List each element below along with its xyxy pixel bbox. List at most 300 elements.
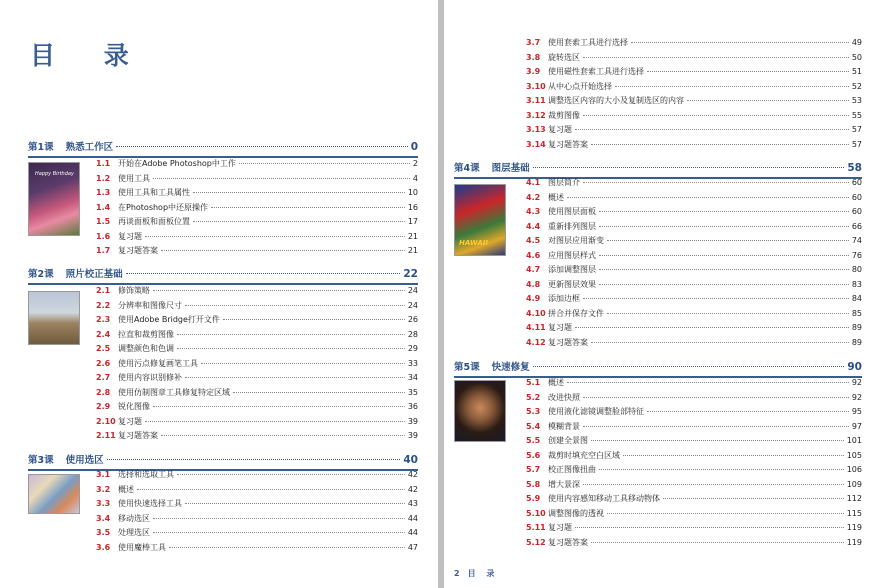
entry-title: 使用污点修复画笔工具 [118, 358, 198, 368]
entry-number: 5.5 [526, 436, 541, 445]
lesson-2-thumbnail [28, 291, 80, 345]
lesson-number: 第2课 [28, 269, 54, 280]
toc-entry[interactable] [96, 173, 418, 187]
entry-page: 4 [412, 173, 418, 183]
entry-page: 49 [851, 38, 862, 47]
leader-dots [533, 167, 845, 168]
entry-number: 1.7 [96, 246, 111, 255]
footer-label: 目 录 [467, 569, 499, 578]
entry-number: 2.4 [96, 329, 111, 339]
leader-dots [126, 273, 401, 274]
leader-dots [116, 146, 408, 147]
entry-number: 3.13 [526, 125, 546, 134]
entry-title: 移动选区 [118, 513, 150, 523]
toc-entry[interactable] [96, 158, 418, 172]
entry-number: 1.4 [96, 202, 111, 212]
entry-title: 概述 [548, 192, 564, 202]
toc-entry[interactable] [526, 450, 862, 464]
leader-dots [591, 144, 849, 145]
entry-page: 51 [851, 67, 862, 76]
entry-page: 28 [407, 329, 418, 339]
entry-title: 复习题答案 [118, 246, 158, 255]
leader-dots [583, 397, 849, 398]
entry-number: 3.1 [96, 470, 111, 479]
toc-entry[interactable] [526, 522, 862, 536]
entry-title: 图层简介 [548, 178, 580, 187]
entry-number: 5.1 [526, 378, 541, 387]
entry-number: 2.2 [96, 300, 111, 310]
toc-entry[interactable] [526, 52, 862, 66]
toc-entry[interactable] [526, 479, 862, 493]
leader-dots [567, 197, 849, 198]
entry-number: 5.9 [526, 494, 541, 503]
entry-page: 105 [846, 450, 862, 460]
toc-entry[interactable] [526, 264, 862, 278]
lesson-title: 熟悉工作区 [65, 142, 114, 153]
right-page [444, 0, 882, 588]
lesson-header[interactable] [28, 139, 418, 155]
toc-entry[interactable] [526, 308, 862, 322]
lesson-number: 第4课 [454, 163, 480, 174]
entry-page: 53 [851, 96, 862, 105]
toc-entry[interactable] [96, 285, 418, 299]
entry-title: 使用工具和工具属性 [118, 188, 190, 197]
entry-title: 使用魔棒工具 [118, 542, 166, 552]
lesson-4-thumbnail [454, 184, 506, 256]
leader-dots [583, 57, 849, 58]
entry-title: 概述 [118, 484, 134, 494]
entry-title: 拼合并保存文件 [548, 308, 604, 318]
entry-number: 4.9 [526, 294, 541, 303]
lesson-1-thumbnail [28, 162, 80, 236]
leader-dots [583, 115, 849, 116]
entry-page: 17 [407, 217, 418, 226]
entry-title: 模糊背景 [548, 421, 580, 431]
entry-title: 调整图像的透视 [548, 508, 604, 518]
leader-dots [193, 221, 405, 222]
entry-page: 57 [851, 139, 862, 149]
entry-number: 5.10 [526, 508, 546, 518]
entry-title: 使用套索工具进行选择 [548, 38, 628, 47]
leader-dots [607, 513, 844, 514]
lesson-page: 22 [403, 268, 418, 280]
entry-title: 校正图像扭曲 [548, 465, 596, 474]
entry-title: 调整颜色和色调 [118, 344, 174, 353]
entry-number: 4.12 [526, 337, 546, 347]
entry-title: 裁剪时填充空白区域 [548, 450, 620, 460]
leader-dots [591, 542, 844, 543]
leader-dots [607, 240, 849, 241]
entry-page: 39 [407, 416, 418, 426]
leader-dots [631, 42, 849, 43]
entry-title: 复习题 [548, 323, 572, 332]
entry-number: 4.4 [526, 221, 541, 231]
entry-page: 115 [846, 508, 862, 518]
toc-entry[interactable] [526, 464, 862, 478]
leader-dots [153, 532, 405, 533]
entry-number: 3.10 [526, 81, 546, 91]
entry-number: 2.10 [96, 416, 116, 426]
toc-entry[interactable] [526, 508, 862, 522]
entry-page: 33 [407, 358, 418, 368]
entry-number: 1.1 [96, 159, 111, 168]
toc-entry[interactable] [526, 377, 862, 391]
lesson-number: 第1课 [28, 142, 54, 153]
leader-dots [607, 313, 849, 314]
toc-entry[interactable] [526, 337, 862, 351]
entry-number: 4.1 [526, 178, 541, 187]
leader-dots [599, 226, 849, 227]
toc-entry[interactable] [96, 187, 418, 201]
leader-dots [599, 284, 849, 285]
toc-entry[interactable] [96, 401, 418, 415]
entry-page: 16 [407, 202, 418, 212]
entry-page: 101 [846, 436, 862, 445]
leader-dots [591, 342, 849, 343]
leader-dots [687, 100, 849, 101]
leader-dots [583, 484, 844, 485]
entry-page: 2 [412, 159, 418, 168]
leader-dots [623, 455, 844, 456]
leader-dots [145, 236, 405, 237]
toc-entry[interactable] [526, 537, 862, 551]
toc-entry[interactable] [526, 235, 862, 249]
toc-entry[interactable] [96, 416, 418, 430]
leader-dots [591, 440, 844, 441]
thumbnail-caption: Happy Birthday [35, 171, 74, 177]
lesson-page: 90 [847, 361, 862, 373]
entry-page: 29 [407, 344, 418, 353]
toc-entry[interactable] [96, 513, 418, 527]
toc-entry[interactable] [526, 192, 862, 206]
entry-number: 3.12 [526, 110, 546, 120]
entry-number: 5.12 [526, 537, 546, 547]
toc-entry[interactable] [526, 250, 862, 264]
entry-title: 使用内容感知移动工具移动物体 [548, 494, 660, 503]
entry-page: 89 [851, 337, 862, 347]
leader-dots [567, 382, 849, 383]
leader-dots [223, 319, 405, 320]
entry-page: 60 [851, 192, 862, 202]
entry-title: 拉直和裁剪图像 [118, 329, 174, 339]
leader-dots [599, 269, 849, 270]
entry-page: 55 [851, 110, 862, 120]
lesson-page: 40 [403, 454, 418, 466]
entry-title: 复习题答案 [548, 139, 588, 149]
toc-entry[interactable] [96, 216, 418, 230]
entry-page: 119 [846, 537, 862, 547]
entry-title: 创建全景图 [548, 436, 588, 445]
entry-number: 3.14 [526, 139, 546, 149]
entry-title: 旋转选区 [548, 52, 580, 62]
entry-number: 5.6 [526, 450, 541, 460]
entry-title: 裁剪图像 [548, 110, 580, 120]
lesson-title: 图层基础 [491, 163, 530, 174]
toc-entry[interactable] [526, 66, 862, 80]
entry-page: 83 [851, 279, 862, 289]
entry-title: 改进快照 [548, 392, 580, 402]
entry-number: 3.3 [96, 499, 111, 508]
page-footer [454, 568, 498, 579]
entry-number: 1.3 [96, 188, 111, 197]
entry-number: 3.5 [96, 528, 111, 537]
entry-page: 44 [407, 513, 418, 523]
toc-entry[interactable] [526, 493, 862, 507]
entry-title: 添加调整图层 [548, 265, 596, 274]
entry-number: 5.8 [526, 479, 541, 489]
toc-entry[interactable] [526, 206, 862, 220]
entry-number: 3.11 [526, 96, 546, 105]
toc-entry[interactable] [96, 343, 418, 357]
entry-page: 50 [851, 52, 862, 62]
entry-page: 34 [407, 373, 418, 382]
entry-title: 对图层应用渐变 [548, 236, 604, 245]
toc-entry[interactable] [526, 37, 862, 51]
entry-number: 4.5 [526, 236, 541, 245]
toc-entry[interactable] [526, 124, 862, 138]
entry-page: 24 [407, 300, 418, 310]
entry-number: 3.7 [526, 38, 541, 47]
lesson-header[interactable] [454, 160, 862, 176]
entry-page: 119 [846, 523, 862, 532]
leader-dots [153, 406, 405, 407]
toc-entry[interactable] [526, 177, 862, 191]
leader-dots [153, 290, 405, 291]
entry-title: 复习题 [548, 523, 572, 532]
toc-entry[interactable] [96, 469, 418, 483]
toc-entry[interactable] [526, 406, 862, 420]
toc-entry[interactable] [96, 542, 418, 556]
toc-entry[interactable] [526, 95, 862, 109]
entry-title: 再谈面板和面板位置 [118, 217, 190, 226]
leader-dots [193, 192, 405, 193]
leader-dots [663, 498, 844, 499]
leader-dots [599, 211, 849, 212]
leader-dots [599, 469, 844, 470]
leader-dots [583, 298, 849, 299]
leader-dots [211, 207, 405, 208]
toc-entry[interactable] [526, 139, 862, 153]
leader-dots [177, 348, 405, 349]
entry-page: 109 [846, 479, 862, 489]
leader-dots [169, 547, 405, 548]
toc-title: 目 录 [30, 41, 149, 70]
entry-page: 60 [851, 207, 862, 216]
entry-page: 21 [407, 231, 418, 241]
toc-entry[interactable] [96, 498, 418, 512]
entry-page: 36 [407, 402, 418, 411]
entry-title: 更新图层效果 [548, 279, 596, 289]
entry-number: 3.2 [96, 484, 111, 494]
entry-number: 2.11 [96, 431, 116, 440]
lesson-page: 58 [847, 162, 862, 174]
entry-page: 89 [851, 323, 862, 332]
lesson-number: 第3课 [28, 455, 54, 466]
entry-title: 使用液化滤镜调整脸部特征 [548, 407, 644, 416]
entry-page: 97 [851, 421, 862, 431]
entry-number: 4.11 [526, 323, 546, 332]
toc-entry[interactable] [526, 221, 862, 235]
entry-title: 增大景深 [548, 479, 580, 489]
leader-dots [239, 163, 410, 164]
entry-page: 43 [407, 499, 418, 508]
entry-page: 26 [407, 315, 418, 324]
entry-page: 42 [407, 484, 418, 494]
leader-dots [647, 71, 849, 72]
entry-title: 从中心点开始选择 [548, 81, 612, 91]
toc-entry[interactable] [96, 202, 418, 216]
leader-dots [533, 366, 845, 367]
leader-dots [615, 86, 849, 87]
toc-entry[interactable] [96, 527, 418, 541]
leader-dots [153, 518, 405, 519]
lesson-header[interactable] [28, 452, 418, 468]
entry-number: 2.7 [96, 373, 111, 382]
entry-title: 调整选区内容的大小及复制选区的内容 [548, 96, 684, 105]
entry-title: 复习题 [118, 416, 142, 426]
toc-entry[interactable] [526, 81, 862, 95]
entry-title: 选择和选取工具 [118, 470, 174, 479]
entry-title: 添加边框 [548, 294, 580, 303]
entry-title: 在Photoshop中还原操作 [118, 202, 209, 212]
leader-dots [647, 411, 849, 412]
thumbnail-caption: HAWAII [459, 239, 488, 247]
toc-entry[interactable] [526, 293, 862, 307]
toc-entry[interactable] [96, 387, 418, 401]
leader-dots [575, 327, 849, 328]
entry-title: 使用快速选择工具 [118, 499, 182, 508]
toc-entry[interactable] [96, 300, 418, 314]
leader-dots [107, 459, 401, 460]
entry-number: 1.2 [96, 173, 111, 183]
entry-page: 76 [851, 250, 862, 260]
entry-page: 21 [407, 246, 418, 255]
entry-number: 4.7 [526, 265, 541, 274]
leader-dots [575, 129, 849, 130]
leader-dots [137, 489, 405, 490]
toc-entry[interactable] [96, 430, 418, 444]
entry-page: 85 [851, 308, 862, 318]
entry-page: 47 [407, 542, 418, 552]
lesson-title: 快速修复 [491, 362, 530, 373]
leader-dots [185, 305, 405, 306]
toc-entry[interactable] [526, 279, 862, 293]
entry-title: 复习题 [118, 231, 142, 241]
entry-number: 4.8 [526, 279, 541, 289]
toc-entry[interactable] [96, 314, 418, 328]
entry-title: 重新排列图层 [548, 221, 596, 231]
toc-entry[interactable] [526, 110, 862, 124]
entry-page: 112 [846, 494, 862, 503]
entry-title: 应用图层样式 [548, 250, 596, 260]
toc-entry[interactable] [96, 358, 418, 372]
lesson-title: 使用选区 [65, 455, 104, 466]
entry-number: 2.6 [96, 358, 111, 368]
entry-number: 3.9 [526, 67, 541, 76]
leader-dots [599, 255, 849, 256]
entry-title: 使用磁性套索工具进行选择 [548, 67, 644, 76]
leader-dots [161, 435, 405, 436]
leader-dots [145, 421, 405, 422]
entry-title: 修饰策略 [118, 286, 150, 295]
entry-number: 2.8 [96, 387, 111, 397]
entry-number: 4.3 [526, 207, 541, 216]
toc-entry[interactable] [526, 322, 862, 336]
entry-page: 44 [407, 528, 418, 537]
toc-entry[interactable] [96, 231, 418, 245]
entry-page: 95 [851, 407, 862, 416]
entry-title: 复习题答案 [548, 337, 588, 347]
toc-entry[interactable] [96, 372, 418, 386]
entry-number: 3.6 [96, 542, 111, 552]
leader-dots [583, 182, 849, 183]
lesson-5-thumbnail [454, 380, 506, 442]
entry-number: 2.1 [96, 286, 111, 295]
entry-number: 1.5 [96, 217, 111, 226]
entry-number: 2.3 [96, 315, 111, 324]
entry-page: 60 [851, 178, 862, 187]
entry-number: 2.5 [96, 344, 111, 353]
entry-page: 80 [851, 265, 862, 274]
entry-number: 5.3 [526, 407, 541, 416]
entry-number: 5.11 [526, 523, 546, 532]
toc-entry[interactable] [96, 245, 418, 259]
entry-page: 42 [407, 470, 418, 479]
leader-dots [161, 250, 405, 251]
lesson-3-thumbnail [28, 474, 80, 514]
entry-number: 2.9 [96, 402, 111, 411]
entry-number: 5.2 [526, 392, 541, 402]
entry-page: 10 [407, 188, 418, 197]
lesson-title: 照片校正基础 [65, 269, 123, 280]
leader-dots [233, 392, 405, 393]
entry-page: 74 [851, 236, 862, 245]
entry-page: 39 [407, 431, 418, 440]
leader-dots [177, 334, 405, 335]
lesson-header[interactable] [454, 359, 862, 375]
toc-entry[interactable] [96, 329, 418, 343]
entry-page: 92 [851, 392, 862, 402]
left-page [0, 0, 438, 588]
toc-entry[interactable] [526, 435, 862, 449]
toc-entry[interactable] [526, 421, 862, 435]
entry-title: 锐化图像 [118, 402, 150, 411]
toc-entry[interactable] [96, 484, 418, 498]
toc-entry[interactable] [526, 392, 862, 406]
entry-title: 分辨率和图像尺寸 [118, 300, 182, 310]
entry-title: 使用Adobe Bridge打开文件 [118, 315, 220, 324]
leader-dots [583, 426, 849, 427]
entry-page: 35 [407, 387, 418, 397]
entry-number: 3.4 [96, 513, 111, 523]
lesson-header[interactable] [28, 266, 418, 282]
entry-number: 5.4 [526, 421, 541, 431]
lesson-page: 0 [410, 141, 418, 153]
entry-page: 66 [851, 221, 862, 231]
entry-page: 106 [846, 465, 862, 474]
entry-number: 5.7 [526, 465, 541, 474]
entry-number: 1.6 [96, 231, 111, 241]
leader-dots [185, 503, 405, 504]
entry-title: 复习题答案 [548, 537, 588, 547]
entry-number: 4.10 [526, 308, 546, 318]
entry-number: 4.6 [526, 250, 541, 260]
leader-dots [153, 178, 410, 179]
entry-title: 使用仿制图章工具修复特定区域 [118, 387, 230, 397]
leader-dots [177, 474, 405, 475]
entry-number: 4.2 [526, 192, 541, 202]
entry-title: 复习题 [548, 125, 572, 134]
